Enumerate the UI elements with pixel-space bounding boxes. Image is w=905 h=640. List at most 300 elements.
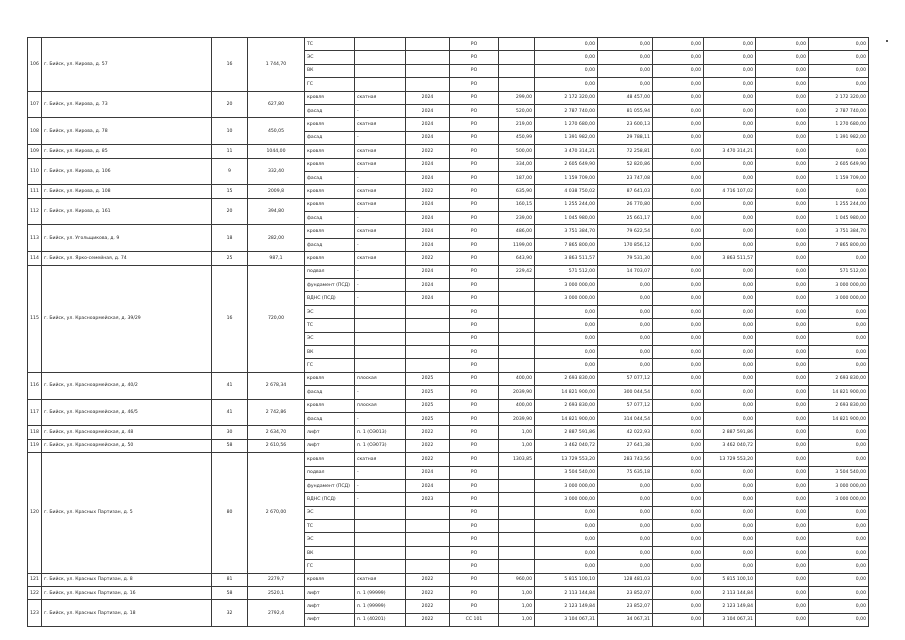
work-type-cell: ВК bbox=[305, 345, 355, 358]
work-type-cell: ГС bbox=[305, 560, 355, 573]
owners-funds-cell: 0,00 bbox=[756, 305, 809, 318]
unit-cell: РО bbox=[450, 305, 499, 318]
total-cell: 3 000 000,00 bbox=[809, 292, 869, 305]
city-budget-cell: 0,00 bbox=[704, 238, 756, 251]
owners-funds-cell: 0,00 bbox=[756, 613, 809, 626]
area-cell: 2792,4 bbox=[248, 600, 305, 627]
cost-cell: 13 729 553,20 bbox=[535, 453, 598, 466]
cost-cell: 1 255 244,00 bbox=[535, 198, 598, 211]
total-cell: 2 693 830,00 bbox=[809, 372, 869, 385]
fund-cell: 42 022,93 bbox=[598, 426, 653, 439]
city-budget-cell: 0,00 bbox=[704, 51, 756, 64]
regional-budget-cell: 0,00 bbox=[653, 198, 704, 211]
row-number: 112 bbox=[28, 198, 42, 225]
fund-cell: 283 743,56 bbox=[598, 453, 653, 466]
unit-cell: РО bbox=[450, 158, 499, 171]
total-cell: 1 045 980,00 bbox=[809, 212, 869, 225]
year-cell: 2024 bbox=[406, 279, 450, 292]
total-cell: 0,00 bbox=[809, 305, 869, 318]
row-number: 115 bbox=[28, 265, 42, 372]
city-budget-cell: 0,00 bbox=[704, 118, 756, 131]
total-cell: 0,00 bbox=[809, 600, 869, 613]
owners-funds-cell: 0,00 bbox=[756, 279, 809, 292]
row-number: 120 bbox=[28, 453, 42, 574]
unit-cell: РО bbox=[450, 252, 499, 265]
total-cell: 3 504 540,00 bbox=[809, 466, 869, 479]
material-cell bbox=[355, 546, 406, 559]
work-type-cell: ЭС bbox=[305, 533, 355, 546]
cost-cell: 2 693 830,00 bbox=[535, 399, 598, 412]
cost-cell: 2 605 649,90 bbox=[535, 158, 598, 171]
volume-cell bbox=[499, 479, 535, 492]
regional-budget-cell: 0,00 bbox=[653, 292, 704, 305]
material-cell: - bbox=[355, 292, 406, 305]
fund-cell: 0,00 bbox=[598, 359, 653, 372]
floors-cell: 20 bbox=[212, 91, 248, 118]
unit-cell: РО bbox=[450, 506, 499, 519]
material-cell: скатная bbox=[355, 91, 406, 104]
total-cell: 3 000 000,00 bbox=[809, 493, 869, 506]
city-budget-cell: 0,00 bbox=[704, 198, 756, 211]
area-cell: 987,1 bbox=[248, 252, 305, 265]
area-cell: 394,80 bbox=[248, 198, 305, 225]
address-cell: г. Бийск, ул. Кирова, д. 78 bbox=[42, 118, 212, 145]
work-type-cell: ЭС bbox=[305, 51, 355, 64]
city-budget-cell: 5 815 100,10 bbox=[704, 573, 756, 586]
year-cell bbox=[406, 305, 450, 318]
address-cell: г. Бийск, ул. Кирова, д. 161 bbox=[42, 198, 212, 225]
unit-cell: РО bbox=[450, 131, 499, 144]
material-cell bbox=[355, 359, 406, 372]
fund-cell: 0,00 bbox=[598, 493, 653, 506]
total-cell: 1 159 709,00 bbox=[809, 171, 869, 184]
work-type-cell: кровля bbox=[305, 573, 355, 586]
volume-cell: 299,00 bbox=[499, 91, 535, 104]
owners-funds-cell: 0,00 bbox=[756, 145, 809, 158]
cost-cell: 2 172 320,00 bbox=[535, 91, 598, 104]
owners-funds-cell: 0,00 bbox=[756, 359, 809, 372]
floors-cell: 32 bbox=[212, 600, 248, 627]
year-cell bbox=[406, 359, 450, 372]
year-cell: 2024 bbox=[406, 238, 450, 251]
table-row bbox=[28, 185, 869, 198]
unit-cell: РО bbox=[450, 372, 499, 385]
volume-cell bbox=[499, 319, 535, 332]
material-cell: - bbox=[355, 412, 406, 425]
regional-budget-cell: 0,00 bbox=[653, 359, 704, 372]
year-cell: 2025 bbox=[406, 399, 450, 412]
city-budget-cell: 0,00 bbox=[704, 171, 756, 184]
material-cell: - bbox=[355, 265, 406, 278]
city-budget-cell: 0,00 bbox=[704, 412, 756, 425]
year-cell: 2022 bbox=[406, 587, 450, 600]
cost-cell: 0,00 bbox=[535, 359, 598, 372]
owners-funds-cell: 0,00 bbox=[756, 386, 809, 399]
capital-repair-table bbox=[27, 37, 869, 627]
fund-cell: 0,00 bbox=[598, 560, 653, 573]
fund-cell: 0,00 bbox=[598, 305, 653, 318]
work-type-cell: ВДНС (ПСД) bbox=[305, 493, 355, 506]
cost-cell: 3 000 000,00 bbox=[535, 279, 598, 292]
regional-budget-cell: 0,00 bbox=[653, 345, 704, 358]
owners-funds-cell: 0,00 bbox=[756, 104, 809, 117]
city-budget-cell: 0,00 bbox=[704, 479, 756, 492]
cost-cell: 3 470 314,21 bbox=[535, 145, 598, 158]
row-number: 121 bbox=[28, 573, 42, 586]
area-cell: 1 744,70 bbox=[248, 38, 305, 92]
work-type-cell: фасад bbox=[305, 212, 355, 225]
year-cell: 2024 bbox=[406, 212, 450, 225]
address-cell: г. Бийск, ул. Красноармейская, д. 40/2 bbox=[42, 372, 212, 399]
regional-budget-cell: 0,00 bbox=[653, 573, 704, 586]
work-type-cell: лифт bbox=[305, 587, 355, 600]
regional-budget-cell: 0,00 bbox=[653, 466, 704, 479]
cost-cell: 3 104 067,31 bbox=[535, 613, 598, 626]
year-cell bbox=[406, 345, 450, 358]
volume-cell: 486,00 bbox=[499, 225, 535, 238]
table-row bbox=[28, 399, 869, 412]
owners-funds-cell: 0,00 bbox=[756, 91, 809, 104]
unit-cell: РО bbox=[450, 426, 499, 439]
unit-cell: РО bbox=[450, 560, 499, 573]
address-cell: г. Бийск, ул. Кирова, д. 57 bbox=[42, 38, 212, 92]
total-cell: 3 000 000,00 bbox=[809, 279, 869, 292]
fund-cell: 14 703,07 bbox=[598, 265, 653, 278]
volume-cell bbox=[499, 546, 535, 559]
cost-cell: 3 462 040,72 bbox=[535, 439, 598, 452]
unit-cell: РО bbox=[450, 212, 499, 225]
regional-budget-cell: 0,00 bbox=[653, 104, 704, 117]
total-cell: 571 512,00 bbox=[809, 265, 869, 278]
year-cell: 2022 bbox=[406, 439, 450, 452]
regional-budget-cell: 0,00 bbox=[653, 520, 704, 533]
city-budget-cell: 4 716 107,02 bbox=[704, 185, 756, 198]
volume-cell: 960,00 bbox=[499, 573, 535, 586]
unit-cell: РО bbox=[450, 332, 499, 345]
cost-cell: 5 815 100,10 bbox=[535, 573, 598, 586]
year-cell: 2024 bbox=[406, 479, 450, 492]
area-cell: 2 678,34 bbox=[248, 372, 305, 399]
material-cell: - bbox=[355, 104, 406, 117]
city-budget-cell: 0,00 bbox=[704, 158, 756, 171]
address-cell: г. Бийск, ул. Красных Партизан, д. 16 bbox=[42, 587, 212, 600]
total-cell: 1 255 244,00 bbox=[809, 198, 869, 211]
table-row bbox=[28, 372, 869, 385]
fund-cell: 25 661,17 bbox=[598, 212, 653, 225]
fund-cell: 26 770,80 bbox=[598, 198, 653, 211]
owners-funds-cell: 0,00 bbox=[756, 238, 809, 251]
floors-cell: 25 bbox=[212, 252, 248, 265]
city-budget-cell: 3 104 067,31 bbox=[704, 613, 756, 626]
volume-cell: 1,00 bbox=[499, 587, 535, 600]
work-type-cell: ЭС bbox=[305, 506, 355, 519]
year-cell bbox=[406, 546, 450, 559]
city-budget-cell: 0,00 bbox=[704, 292, 756, 305]
material-cell: п. 1 (99999) bbox=[355, 587, 406, 600]
year-cell bbox=[406, 506, 450, 519]
fund-cell: 0,00 bbox=[598, 292, 653, 305]
year-cell bbox=[406, 78, 450, 91]
total-cell: 0,00 bbox=[809, 185, 869, 198]
area-cell: 332,40 bbox=[248, 158, 305, 185]
total-cell: 0,00 bbox=[809, 51, 869, 64]
regional-budget-cell: 0,00 bbox=[653, 426, 704, 439]
fund-cell: 79 622,54 bbox=[598, 225, 653, 238]
regional-budget-cell: 0,00 bbox=[653, 238, 704, 251]
volume-cell: 1,00 bbox=[499, 426, 535, 439]
year-cell: 2024 bbox=[406, 104, 450, 117]
total-cell: 1 391 982,00 bbox=[809, 131, 869, 144]
floors-cell: 41 bbox=[212, 399, 248, 426]
city-budget-cell: 0,00 bbox=[704, 38, 756, 51]
city-budget-cell: 0,00 bbox=[704, 372, 756, 385]
volume-cell: 1303,85 bbox=[499, 453, 535, 466]
regional-budget-cell: 0,00 bbox=[653, 118, 704, 131]
year-cell bbox=[406, 520, 450, 533]
fund-cell: 81 055,94 bbox=[598, 104, 653, 117]
cost-cell: 0,00 bbox=[535, 345, 598, 358]
unit-cell: РО bbox=[450, 359, 499, 372]
work-type-cell: кровля bbox=[305, 372, 355, 385]
cost-cell: 0,00 bbox=[535, 533, 598, 546]
material-cell: плоская bbox=[355, 372, 406, 385]
work-type-cell: ЭС bbox=[305, 332, 355, 345]
work-type-cell: кровля bbox=[305, 252, 355, 265]
work-type-cell: фундамент (ПСД) bbox=[305, 279, 355, 292]
year-cell bbox=[406, 560, 450, 573]
owners-funds-cell: 0,00 bbox=[756, 560, 809, 573]
floors-cell: 18 bbox=[212, 225, 248, 252]
address-cell: г. Бийск, ул. Красных Партизан, д. 5 bbox=[42, 453, 212, 574]
unit-cell: РО bbox=[450, 466, 499, 479]
cost-cell: 14 821 900,00 bbox=[535, 386, 598, 399]
address-cell: г. Бийск, ул. Красных Партизан, д. 18 bbox=[42, 600, 212, 627]
year-cell bbox=[406, 38, 450, 51]
table-row bbox=[28, 453, 869, 466]
work-type-cell: фасад bbox=[305, 412, 355, 425]
work-type-cell: кровля bbox=[305, 158, 355, 171]
owners-funds-cell: 0,00 bbox=[756, 466, 809, 479]
owners-funds-cell: 0,00 bbox=[756, 439, 809, 452]
floors-cell: 9 bbox=[212, 158, 248, 185]
volume-cell: 400,00 bbox=[499, 399, 535, 412]
cost-cell: 1 270 680,00 bbox=[535, 118, 598, 131]
material-cell: - bbox=[355, 279, 406, 292]
fund-cell: 34 067,31 bbox=[598, 613, 653, 626]
area-cell: 2520,1 bbox=[248, 587, 305, 600]
city-budget-cell: 0,00 bbox=[704, 345, 756, 358]
owners-funds-cell: 0,00 bbox=[756, 171, 809, 184]
work-type-cell: кровля bbox=[305, 453, 355, 466]
volume-cell bbox=[499, 493, 535, 506]
city-budget-cell: 2 123 149,84 bbox=[704, 600, 756, 613]
owners-funds-cell: 0,00 bbox=[756, 600, 809, 613]
total-cell: 0,00 bbox=[809, 439, 869, 452]
regional-budget-cell: 0,00 bbox=[653, 305, 704, 318]
unit-cell: РО bbox=[450, 51, 499, 64]
work-type-cell: ВДНС (ПСД) bbox=[305, 292, 355, 305]
owners-funds-cell: 0,00 bbox=[756, 158, 809, 171]
total-cell: 0,00 bbox=[809, 506, 869, 519]
fund-cell: 0,00 bbox=[598, 51, 653, 64]
work-type-cell: лифт bbox=[305, 426, 355, 439]
table-row bbox=[28, 600, 869, 613]
total-cell: 2 693 830,00 bbox=[809, 399, 869, 412]
area-cell: 1044,00 bbox=[248, 145, 305, 158]
material-cell bbox=[355, 38, 406, 51]
owners-funds-cell: 0,00 bbox=[756, 587, 809, 600]
address-cell: г. Бийск, ул. Кирова, д. 106 bbox=[42, 158, 212, 185]
year-cell: 2022 bbox=[406, 252, 450, 265]
regional-budget-cell: 0,00 bbox=[653, 560, 704, 573]
material-cell: п. 1 (40201) bbox=[355, 613, 406, 626]
regional-budget-cell: 0,00 bbox=[653, 372, 704, 385]
address-cell: г. Бийск, ул. Красноармейская, д. 39/29 bbox=[42, 265, 212, 372]
total-cell: 14 821 900,00 bbox=[809, 386, 869, 399]
unit-cell: РО bbox=[450, 198, 499, 211]
row-number: 107 bbox=[28, 91, 42, 118]
year-cell: 2022 bbox=[406, 185, 450, 198]
unit-cell: РО bbox=[450, 185, 499, 198]
unit-cell: РО bbox=[450, 520, 499, 533]
table-row bbox=[28, 265, 869, 278]
volume-cell: 520,00 bbox=[499, 104, 535, 117]
material-cell: - bbox=[355, 466, 406, 479]
material-cell: п. 1 (99999) bbox=[355, 600, 406, 613]
cost-cell: 0,00 bbox=[535, 546, 598, 559]
volume-cell: 643,90 bbox=[499, 252, 535, 265]
fund-cell: 29 788,11 bbox=[598, 131, 653, 144]
address-cell: г. Бийск, ул. Красноармейская, д. 50 bbox=[42, 439, 212, 452]
material-cell bbox=[355, 560, 406, 573]
cost-cell: 1 391 982,00 bbox=[535, 131, 598, 144]
volume-cell: 229,42 bbox=[499, 265, 535, 278]
unit-cell: РО bbox=[450, 64, 499, 77]
regional-budget-cell: 0,00 bbox=[653, 78, 704, 91]
owners-funds-cell: 0,00 bbox=[756, 493, 809, 506]
total-cell: 0,00 bbox=[809, 78, 869, 91]
material-cell bbox=[355, 345, 406, 358]
fund-cell: 0,00 bbox=[598, 319, 653, 332]
total-cell: 7 865 800,00 bbox=[809, 238, 869, 251]
fund-cell: 52 820,86 bbox=[598, 158, 653, 171]
regional-budget-cell: 0,00 bbox=[653, 225, 704, 238]
owners-funds-cell: 0,00 bbox=[756, 319, 809, 332]
unit-cell: РО bbox=[450, 386, 499, 399]
fund-cell: 75 635,18 bbox=[598, 466, 653, 479]
work-type-cell: кровля bbox=[305, 198, 355, 211]
total-cell: 0,00 bbox=[809, 332, 869, 345]
year-cell: 2022 bbox=[406, 453, 450, 466]
material-cell: скатная bbox=[355, 185, 406, 198]
year-cell: 2022 bbox=[406, 573, 450, 586]
regional-budget-cell: 0,00 bbox=[653, 386, 704, 399]
total-cell: 2 605 649,90 bbox=[809, 158, 869, 171]
floors-cell: 15 bbox=[212, 185, 248, 198]
city-budget-cell: 3 470 314,21 bbox=[704, 145, 756, 158]
city-budget-cell: 0,00 bbox=[704, 399, 756, 412]
total-cell: 3 000 000,00 bbox=[809, 479, 869, 492]
address-cell: г. Бийск, ул. Красных Партизан, д. 8 bbox=[42, 573, 212, 586]
floors-cell: 30 bbox=[212, 426, 248, 439]
material-cell: - bbox=[355, 131, 406, 144]
volume-cell bbox=[499, 560, 535, 573]
total-cell: 0,00 bbox=[809, 613, 869, 626]
total-cell: 0,00 bbox=[809, 426, 869, 439]
year-cell bbox=[406, 319, 450, 332]
cost-cell: 3 000 000,00 bbox=[535, 493, 598, 506]
total-cell: 0,00 bbox=[809, 345, 869, 358]
owners-funds-cell: 0,00 bbox=[756, 332, 809, 345]
city-budget-cell: 0,00 bbox=[704, 386, 756, 399]
year-cell bbox=[406, 51, 450, 64]
regional-budget-cell: 0,00 bbox=[653, 439, 704, 452]
regional-budget-cell: 0,00 bbox=[653, 493, 704, 506]
owners-funds-cell: 0,00 bbox=[756, 399, 809, 412]
owners-funds-cell: 0,00 bbox=[756, 225, 809, 238]
unit-cell: РО bbox=[450, 118, 499, 131]
cost-cell: 0,00 bbox=[535, 78, 598, 91]
cost-cell: 3 000 000,00 bbox=[535, 479, 598, 492]
fund-cell: 0,00 bbox=[598, 345, 653, 358]
year-cell: 2024 bbox=[406, 171, 450, 184]
area-cell: 282,00 bbox=[248, 225, 305, 252]
table-row bbox=[28, 38, 869, 51]
unit-cell: СС 101 bbox=[450, 613, 499, 626]
material-cell: - bbox=[355, 479, 406, 492]
floors-cell: 16 bbox=[212, 38, 248, 92]
volume-cell: 334,00 bbox=[499, 158, 535, 171]
owners-funds-cell: 0,00 bbox=[756, 118, 809, 131]
work-type-cell: ТС bbox=[305, 319, 355, 332]
regional-budget-cell: 0,00 bbox=[653, 38, 704, 51]
floors-cell: 41 bbox=[212, 372, 248, 399]
work-type-cell: ВК bbox=[305, 64, 355, 77]
floors-cell: 16 bbox=[212, 265, 248, 372]
regional-budget-cell: 0,00 bbox=[653, 399, 704, 412]
unit-cell: РО bbox=[450, 493, 499, 506]
total-cell: 3 751 384,70 bbox=[809, 225, 869, 238]
year-cell: 2022 bbox=[406, 613, 450, 626]
table-row bbox=[28, 225, 869, 238]
unit-cell: РО bbox=[450, 439, 499, 452]
year-cell: 2024 bbox=[406, 131, 450, 144]
regional-budget-cell: 0,00 bbox=[653, 453, 704, 466]
area-cell: 720,00 bbox=[248, 265, 305, 372]
city-budget-cell: 0,00 bbox=[704, 279, 756, 292]
fund-cell: 0,00 bbox=[598, 520, 653, 533]
regional-budget-cell: 0,00 bbox=[653, 279, 704, 292]
year-cell: 2025 bbox=[406, 386, 450, 399]
city-budget-cell: 3 462 040,72 bbox=[704, 439, 756, 452]
owners-funds-cell: 0,00 bbox=[756, 64, 809, 77]
work-type-cell: ТС bbox=[305, 38, 355, 51]
work-type-cell: кровля bbox=[305, 185, 355, 198]
total-cell: 2 787 740,00 bbox=[809, 104, 869, 117]
volume-cell: 239,00 bbox=[499, 212, 535, 225]
city-budget-cell: 0,00 bbox=[704, 319, 756, 332]
unit-cell: РО bbox=[450, 279, 499, 292]
volume-cell bbox=[499, 292, 535, 305]
cost-cell: 2 787 740,00 bbox=[535, 104, 598, 117]
year-cell: 2022 bbox=[406, 426, 450, 439]
cost-cell: 3 863 511,57 bbox=[535, 252, 598, 265]
total-cell: 0,00 bbox=[809, 573, 869, 586]
volume-cell bbox=[499, 345, 535, 358]
row-number: 106 bbox=[28, 38, 42, 92]
city-budget-cell: 0,00 bbox=[704, 359, 756, 372]
fund-cell: 300 044,54 bbox=[598, 386, 653, 399]
